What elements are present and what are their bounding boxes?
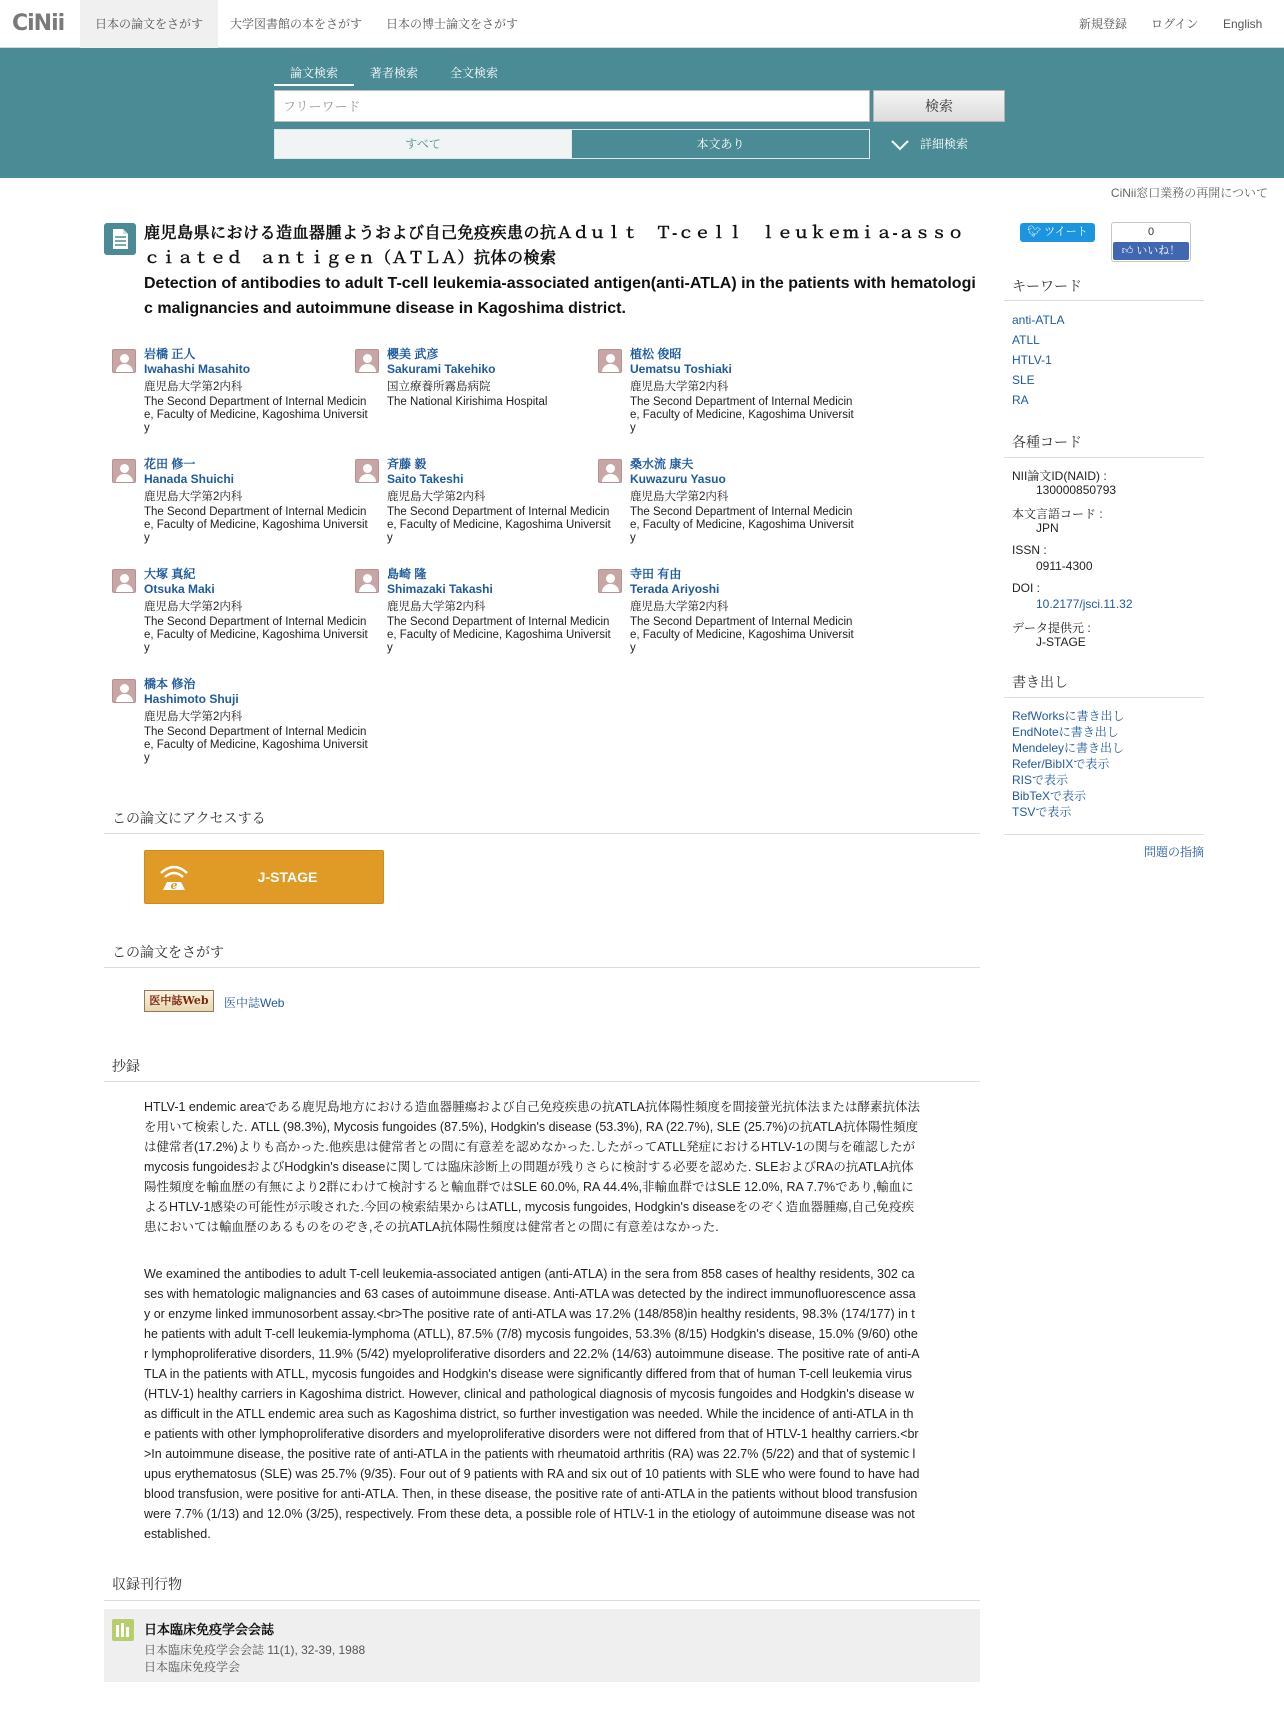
- author-card: [630, 567, 855, 655]
- like-count: 0: [1147, 226, 1155, 238]
- author-name-en[interactable]: Sakurami Takehiko: [387, 362, 496, 376]
- author-affiliation-en: The Second Department of Internal Medicine, Faculty of Medicine, Kagoshima University: [630, 616, 854, 654]
- author-name-en[interactable]: Shimazaki Takashi: [387, 582, 493, 596]
- author-affiliation-en: The Second Department of Internal Medicine, Faculty of Medicine, Kagoshima University: [630, 506, 854, 544]
- find-heading: この論文をさがす: [112, 944, 224, 960]
- divider: [1004, 834, 1204, 835]
- author-affiliation-ja: 鹿児島大学第2内科: [630, 491, 729, 503]
- avatar-icon: [112, 459, 136, 483]
- code-label-issn: ISSN :: [1012, 543, 1047, 557]
- jstage-e-icon: [157, 860, 191, 894]
- author-affiliation-ja: 鹿児島大学第2内科: [630, 381, 729, 393]
- thumbs-up-icon: 👍︎: [1121, 245, 1134, 257]
- keyword-link[interactable]: RA: [1012, 393, 1029, 407]
- code-value-provider: J-STAGE: [1036, 635, 1086, 649]
- avatar-icon: [112, 679, 136, 703]
- export-refworks-link[interactable]: RefWorksに書き出し: [1012, 709, 1125, 723]
- divider: [104, 833, 980, 834]
- journal-box: [104, 1609, 980, 1682]
- svg-text:e: e: [170, 879, 178, 892]
- advanced-search-toggle[interactable]: [890, 134, 968, 154]
- export-endnote-link[interactable]: EndNoteに書き出し: [1012, 725, 1119, 739]
- author-card: [387, 457, 612, 545]
- notice-link[interactable]: CiNii窓口業務の再開について: [1110, 186, 1268, 200]
- avatar-icon: [355, 349, 379, 373]
- divider: [1004, 697, 1204, 698]
- cinii-logo[interactable]: CiNii: [12, 11, 65, 36]
- author-affiliation-ja: 鹿児島大学第2内科: [144, 381, 243, 393]
- divider: [104, 967, 980, 968]
- author-affiliation-ja: 鹿児島大学第2内科: [630, 601, 729, 613]
- keyword-link[interactable]: SLE: [1012, 373, 1035, 387]
- keyword-link[interactable]: ATLL: [1012, 333, 1040, 347]
- author-card: [387, 567, 612, 655]
- tab-fulltext-search[interactable]: 全文検索: [449, 66, 498, 80]
- divider: [104, 1600, 980, 1601]
- author-card: [144, 677, 369, 765]
- code-label-doi: DOI :: [1012, 581, 1041, 595]
- author-affiliation-en: The Second Department of Internal Medicine, Faculty of Medicine, Kagoshima University: [387, 506, 611, 544]
- author-name-ja[interactable]: 斉藤 毅: [387, 457, 427, 471]
- login-link[interactable]: ログイン: [1151, 17, 1199, 31]
- avatar-icon: [355, 569, 379, 593]
- keyword-link[interactable]: HTLV-1: [1012, 353, 1052, 367]
- author-name-en[interactable]: Hanada Shuichi: [144, 472, 235, 486]
- search-input[interactable]: [274, 90, 870, 122]
- code-label-naid: NII論文ID(NAID) :: [1012, 469, 1107, 483]
- twitter-bird-icon: 🐦︎: [1027, 226, 1042, 238]
- tab-article-search[interactable]: 論文検索: [274, 64, 354, 86]
- author-name-en[interactable]: Terada Ariyoshi: [630, 582, 720, 596]
- journal-info: 日本臨床免疫学会会誌 11(1), 32-39, 1988: [144, 1643, 366, 1657]
- title-english: Detection of antibodies to adult T-cell leukemia-associated antigen(anti-ATLA) in the patients with hematologic malignancies and autoimmune disease in Kagoshima district.: [144, 275, 976, 317]
- author-affiliation-en: The Second Department of Internal Medicine, Faculty of Medicine, Kagoshima University: [144, 396, 368, 434]
- tweet-button[interactable]: [1020, 223, 1095, 242]
- jstage-button[interactable]: [144, 850, 384, 904]
- access-heading: この論文にアクセスする: [112, 810, 266, 826]
- keyword-link[interactable]: anti-ATLA: [1012, 313, 1065, 327]
- filter-all[interactable]: すべて: [274, 129, 572, 159]
- export-tsv-link[interactable]: TSVで表示: [1012, 805, 1072, 819]
- facebook-like-button[interactable]: [1113, 242, 1189, 260]
- avatar-icon: [112, 569, 136, 593]
- avatar-icon: [598, 569, 622, 593]
- avatar-icon: [598, 459, 622, 483]
- author-card: [144, 457, 369, 545]
- codes-heading: 各種コード: [1012, 434, 1082, 450]
- avatar-icon: [355, 459, 379, 483]
- doi-link[interactable]: 10.2177/jsci.11.32: [1036, 597, 1133, 611]
- author-affiliation-en: The National Kirishima Hospital: [387, 396, 548, 408]
- top-nav: [0, 0, 1284, 48]
- document-icon: [104, 223, 136, 255]
- nav-tab-university-books[interactable]: 大学図書館の本をさがす: [230, 17, 363, 31]
- author-name-en[interactable]: Otsuka Maki: [144, 582, 215, 596]
- author-name-ja[interactable]: 大塚 真紀: [144, 567, 196, 581]
- author-name-en[interactable]: Iwahashi Masahito: [144, 362, 251, 376]
- divider: [104, 1081, 980, 1082]
- nav-tab-japanese-articles[interactable]: 日本の論文をさがす: [80, 0, 218, 48]
- english-link[interactable]: English: [1223, 17, 1263, 31]
- author-name-en[interactable]: Saito Takeshi: [387, 472, 464, 486]
- title-japanese: 鹿児島県における造血器腫ようおよび自己免疫疾患の抗Ａｄｕｌｔ Ｔ-ｃｅｌｌ ｌｅｕｋｅｍｉａ-ａｓｓｏｃｉａｔｅｄ ａｎｔｉｇｅｎ（ＡＴＬＡ）抗体の検索: [144, 225, 965, 267]
- author-name-en[interactable]: Hashimoto Shuji: [144, 692, 239, 706]
- export-refer-link[interactable]: Refer/BibIXで表示: [1012, 757, 1110, 771]
- abstract-english: We examined the antibodies to adult T-cell leukemia-associated antigen (anti-ATLA) in the sera from 858 cases of healthy residents, 302 cases with hematologic malignancies and 63 cases of autoimmune disease. Anti-ATLA was detected by the indirect immunofluorescence assay or enzyme linked immunosorbent assay.<br>The positive rate of anti-ATLA was 17.2% (148/858)in healthy residents, 98.3% (174/177) in the patients with adult T-cell leukemia-lymphoma (ATLL), 87.5% (7/8) mycosis fungoides, 53.3% (8/15) Hodgkin's disease, 15.0% (9/60) other lymphoproliferative disorders, 11.9% (5/42) myeloproliferative disorders and 22.2% (14/63) autoimmune disease. The positive rate of anti-ATLA in the patients with ATLL, mycosis fungoides and Hodgkin's disease were significantly differed from that of human T-cell leukemia virus (HTLV-1) healthy carriers in Kagoshima district. However, clinical and pathological diagnosis of mycosis fungoides and Hodgkin's disease was difficult in the ATLL endemic area such as Kagoshima district, so further investigation was needed. While the incidence of anti-ATLA in the patients with other lymphoproliferative disorders and myeloproliferative disorders were not differed from that of HTLV-1 healthy carriers.<br>In autoimmune disease, the positive rate of anti-ATLA in the patients with rheumatoid arthritis (RA) was 22.7% (5/22) and that of systemic lupus erythematosus (SLE) was 25.7% (9/35). Four out of 9 patients with RA and six out of 10 patients with SLE who were found to have had blood transfusion, were positive for anti-ATLA. Then, in these disease, the positive rate of anti-ATLA in the patients without blood transfusion were 7.7% (1/13) and 12.0% (3/25), respectively. From these deta, a possible role of HTLV-1 in the etiology of autoimmune disease was not established.: [144, 1267, 920, 1541]
- code-label-language: 本文言語コード :: [1012, 507, 1103, 521]
- ichushi-logo[interactable]: 医中誌Web: [144, 990, 214, 1012]
- author-affiliation-ja: 鹿児島大学第2内科: [144, 491, 243, 503]
- keywords-heading: キーワード: [1012, 278, 1082, 294]
- author-card: [144, 567, 369, 655]
- author-affiliation-ja: 鹿児島大学第2内科: [387, 601, 486, 613]
- tweet-label: ツイート: [1044, 226, 1088, 238]
- author-card: [387, 347, 612, 409]
- author-card: [144, 347, 369, 435]
- author-affiliation-en: The Second Department of Internal Medicine, Faculty of Medicine, Kagoshima University: [144, 726, 368, 764]
- register-link[interactable]: 新規登録: [1079, 17, 1128, 31]
- author-name-ja[interactable]: 花田 修一: [144, 457, 196, 471]
- author-name-en[interactable]: Kuwazuru Yasuo: [630, 472, 726, 486]
- author-name-ja[interactable]: 櫻美 武彦: [387, 347, 439, 361]
- author-name-ja[interactable]: 岩橋 正人: [144, 347, 196, 361]
- export-heading: 書き出し: [1012, 674, 1068, 690]
- search-button[interactable]: 検索: [873, 90, 1005, 122]
- author-affiliation-ja: 鹿児島大学第2内科: [387, 491, 486, 503]
- ichushi-link[interactable]: 医中誌Web: [224, 996, 285, 1010]
- author-name-ja[interactable]: 橋本 修治: [144, 677, 196, 691]
- jstage-label: J-STAGE: [257, 869, 318, 885]
- nav-tab-dissertations[interactable]: 日本の博士論文をさがす: [386, 17, 519, 31]
- code-value-naid: 130000850793: [1036, 483, 1117, 497]
- code-value-issn: 0911-4300: [1036, 559, 1093, 573]
- abstract-heading: 抄録: [112, 1058, 140, 1074]
- report-problem-link[interactable]: 問題の指摘: [1143, 845, 1204, 859]
- author-name-ja[interactable]: 島崎 隆: [387, 567, 427, 581]
- facebook-like-widget: [1111, 222, 1191, 262]
- author-affiliation-ja: 鹿児島大学第2内科: [144, 601, 243, 613]
- author-name-ja[interactable]: 寺田 有由: [630, 567, 682, 581]
- code-value-language: JPN: [1036, 521, 1059, 535]
- author-affiliation-en: The Second Department of Internal Medicine, Faculty of Medicine, Kagoshima University: [630, 396, 854, 434]
- like-label: いいね！: [1136, 245, 1181, 257]
- author-affiliation-ja: 鹿児島大学第2内科: [144, 711, 243, 723]
- author-affiliation-en: The Second Department of Internal Medicine, Faculty of Medicine, Kagoshima University: [144, 616, 368, 654]
- chevron-down-icon: [890, 139, 910, 151]
- filter-fulltext[interactable]: 本文あり: [571, 129, 870, 159]
- author-affiliation-ja: 国立療養所霧島病院: [387, 381, 491, 393]
- author-affiliation-en: The Second Department of Internal Medicine, Faculty of Medicine, Kagoshima University: [387, 616, 611, 654]
- export-mendeley-link[interactable]: Mendeleyに書き出し: [1012, 741, 1125, 755]
- author-name-en[interactable]: Uematsu Toshiaki: [630, 362, 732, 376]
- author-card: [630, 347, 855, 435]
- author-affiliation-en: The Second Department of Internal Medicine, Faculty of Medicine, Kagoshima University: [144, 506, 368, 544]
- author-card: [630, 457, 855, 545]
- divider: [1004, 457, 1204, 458]
- tab-author-search[interactable]: 著者検索: [369, 66, 418, 80]
- export-bibtex-link[interactable]: BibTeXで表示: [1012, 789, 1087, 803]
- journal-heading: 収録刊行物: [112, 1576, 182, 1592]
- avatar-icon: [598, 349, 622, 373]
- search-band: [0, 48, 1284, 178]
- journal-title[interactable]: 日本臨床免疫学会会誌: [144, 1622, 275, 1637]
- export-ris-link[interactable]: RISで表示: [1012, 773, 1069, 787]
- code-label-provider: データ提供元 :: [1012, 621, 1091, 635]
- author-name-ja[interactable]: 植松 俊昭: [630, 347, 682, 361]
- journal-publisher: 日本臨床免疫学会: [144, 1660, 241, 1674]
- advanced-search-label: 詳細検索: [920, 137, 969, 151]
- abstract-japanese: HTLV-1 endemic areaである鹿児島地方における造血器腫瘍および自己免疫疾患の抗ATLA抗体陽性頻度を間接螢光抗体法または酵素抗体法を用いて検索した. ATLL (98.3%), Mycosis fungoides (87.5%), Hodgkin's disease (53.3%), RA (22.7%), SLE (25.7%)の抗ATLA抗体陽性頻度は健常者(17.2%)よりも高かった.他疾患は健常者との間に有意差を認めなかった.したがってATLL発症におけるHTLV-1の関与を確認したがmycosis fungoidesおよびHodgkin's diseaseに関しては臨床診断上の問題が残りさらに検討する必要を認めた. SLEおよびRAの抗ATLA抗体陽性頻度を輸血歴の有無により2群にわけて検討すると輸血群ではSLE 60.0%, RA 44.4%,非輸血群ではSLE 12.0%, RA 7.7%であり,輸血によるHTLV-1感染の可能性が示唆された.今回の検索結果からはATLL, mycosis fungoides, Hodgkin's diseaseをのぞく造血器腫瘍,自己免疫疾患においては輸血歴のあるものをのぞき,その抗ATLA抗体陽性頻度は健常者との間に有意差はなかった.: [144, 1100, 920, 1234]
- avatar-icon: [112, 349, 136, 373]
- author-name-ja[interactable]: 桑水流 康夫: [630, 457, 694, 471]
- journal-icon: [112, 1619, 134, 1641]
- divider: [1004, 300, 1204, 301]
